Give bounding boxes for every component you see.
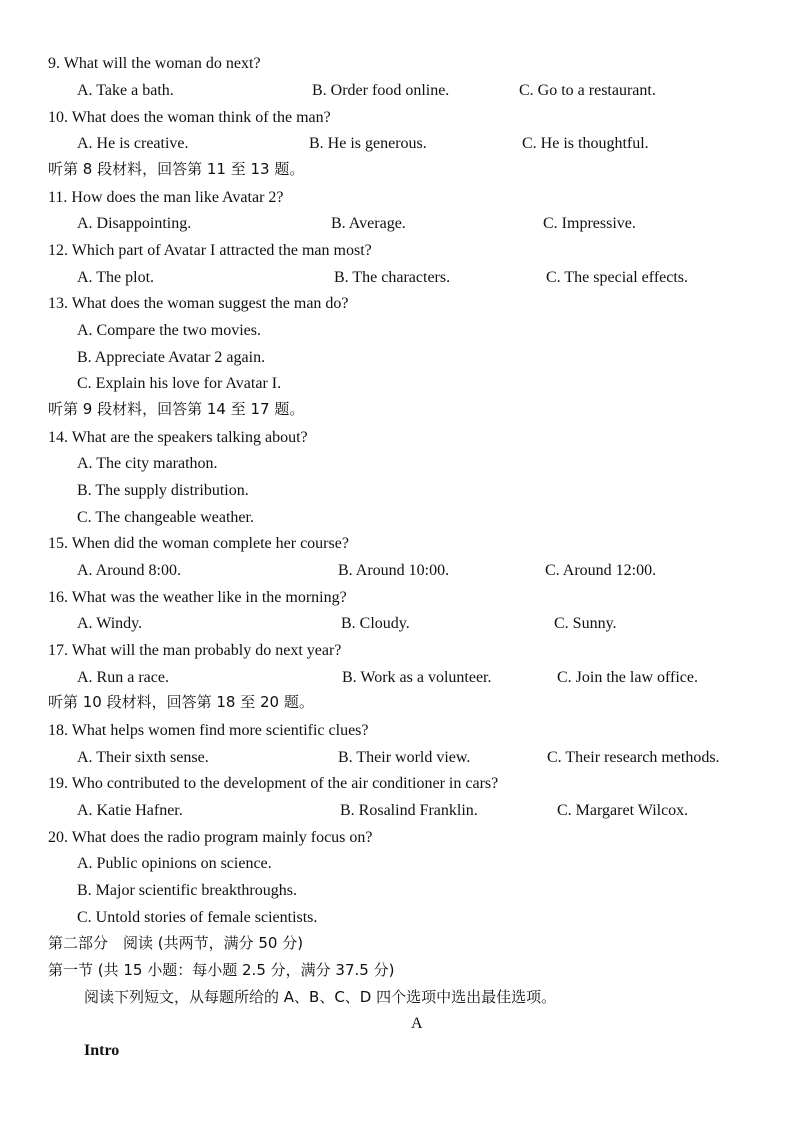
question-19-option-c: C. Margaret Wilcox. bbox=[557, 802, 689, 819]
question-17-option-a: A. Run a race. bbox=[77, 669, 169, 686]
question-11-option-a: A. Disappointing. bbox=[77, 215, 192, 232]
question-9-option-b: B. Order food online. bbox=[312, 82, 450, 99]
question-19-option-b: B. Rosalind Franklin. bbox=[340, 802, 478, 819]
question-13-option-c: C. Explain his love for Avatar I. bbox=[77, 375, 282, 392]
question-18-option-b: B. Their world view. bbox=[338, 749, 471, 766]
question-15-option-b: B. Around 10:00. bbox=[338, 562, 450, 579]
question-14-option-c: C. The changeable weather. bbox=[77, 509, 254, 526]
question-9-option-a: A. Take a bath. bbox=[77, 82, 174, 99]
question-11-option-c: C. Impressive. bbox=[543, 215, 636, 232]
question-17-option-b: B. Work as a volunteer. bbox=[342, 669, 492, 686]
question-14-option-a: A. The city marathon. bbox=[77, 455, 218, 472]
question-15-option-a: A. Around 8:00. bbox=[77, 562, 181, 579]
question-14-stem: 14. What are the speakers talking about? bbox=[48, 429, 308, 446]
question-18-option-c: C. Their research methods. bbox=[547, 749, 720, 766]
question-12-option-b: B. The characters. bbox=[334, 269, 451, 286]
question-15-option-c: C. Around 12:00. bbox=[545, 562, 657, 579]
instruction-passage-10: 听第 10 段材料，回答第 18 至 20 题。 bbox=[48, 693, 314, 711]
question-13-option-b: B. Appreciate Avatar 2 again. bbox=[77, 349, 266, 366]
instruction-passage-8: 听第 8 段材料，回答第 11 至 13 题。 bbox=[48, 160, 305, 178]
question-11-stem: 11. How does the man like Avatar 2? bbox=[48, 189, 284, 206]
section-one-heading: 第一节 (共 15 小题：每小题 2.5 分，满分 37.5 分) bbox=[48, 961, 395, 979]
question-12-option-c: C. The special effects. bbox=[546, 269, 689, 286]
question-14-option-b: B. The supply distribution. bbox=[77, 482, 249, 499]
question-20-option-a: A. Public opinions on science. bbox=[77, 855, 272, 872]
question-13-stem: 13. What does the woman suggest the man do? bbox=[48, 295, 349, 312]
question-19-stem: 19. Who contributed to the development of the air conditioner in cars? bbox=[48, 775, 499, 792]
question-20-option-c: C. Untold stories of female scientists. bbox=[77, 909, 318, 926]
question-17-stem: 17. What will the man probably do next year? bbox=[48, 642, 342, 659]
question-11-option-b: B. Average. bbox=[331, 215, 406, 232]
question-20-stem: 20. What does the radio program mainly focus on? bbox=[48, 829, 373, 846]
question-9-option-c: C. Go to a restaurant. bbox=[519, 82, 656, 99]
passage-title: Intro bbox=[84, 1042, 120, 1059]
instruction-passage-9: 听第 9 段材料，回答第 14 至 17 题。 bbox=[48, 400, 305, 418]
question-19-option-a: A. Katie Hafner. bbox=[77, 802, 183, 819]
reading-directions: 阅读下列短文，从每题所给的 A、B、C、D 四个选项中选出最佳选项。 bbox=[84, 988, 557, 1006]
question-17-option-c: C. Join the law office. bbox=[557, 669, 699, 686]
question-16-stem: 16. What was the weather like in the morning? bbox=[48, 589, 347, 606]
question-15-stem: 15. When did the woman complete her course? bbox=[48, 535, 349, 552]
question-10-option-b: B. He is generous. bbox=[309, 135, 427, 152]
part-two-heading: 第二部分 阅读 (共两节，满分 50 分) bbox=[48, 934, 304, 952]
question-16-option-b: B. Cloudy. bbox=[341, 615, 410, 632]
question-9-stem: 9. What will the woman do next? bbox=[48, 55, 261, 72]
question-18-option-a: A. Their sixth sense. bbox=[77, 749, 209, 766]
question-13-option-a: A. Compare the two movies. bbox=[77, 322, 261, 339]
question-16-option-c: C. Sunny. bbox=[554, 615, 617, 632]
question-10-option-c: C. He is thoughtful. bbox=[522, 135, 649, 152]
question-20-option-b: B. Major scientific breakthroughs. bbox=[77, 882, 297, 899]
question-10-stem: 10. What does the woman think of the man? bbox=[48, 109, 331, 126]
question-18-stem: 18. What helps women find more scientific clues? bbox=[48, 722, 369, 739]
question-16-option-a: A. Windy. bbox=[77, 615, 143, 632]
question-10-option-a: A. He is creative. bbox=[77, 135, 189, 152]
question-12-option-a: A. The plot. bbox=[77, 269, 155, 286]
passage-letter: A bbox=[411, 1015, 423, 1032]
question-12-stem: 12. Which part of Avatar I attracted the man most? bbox=[48, 242, 372, 259]
